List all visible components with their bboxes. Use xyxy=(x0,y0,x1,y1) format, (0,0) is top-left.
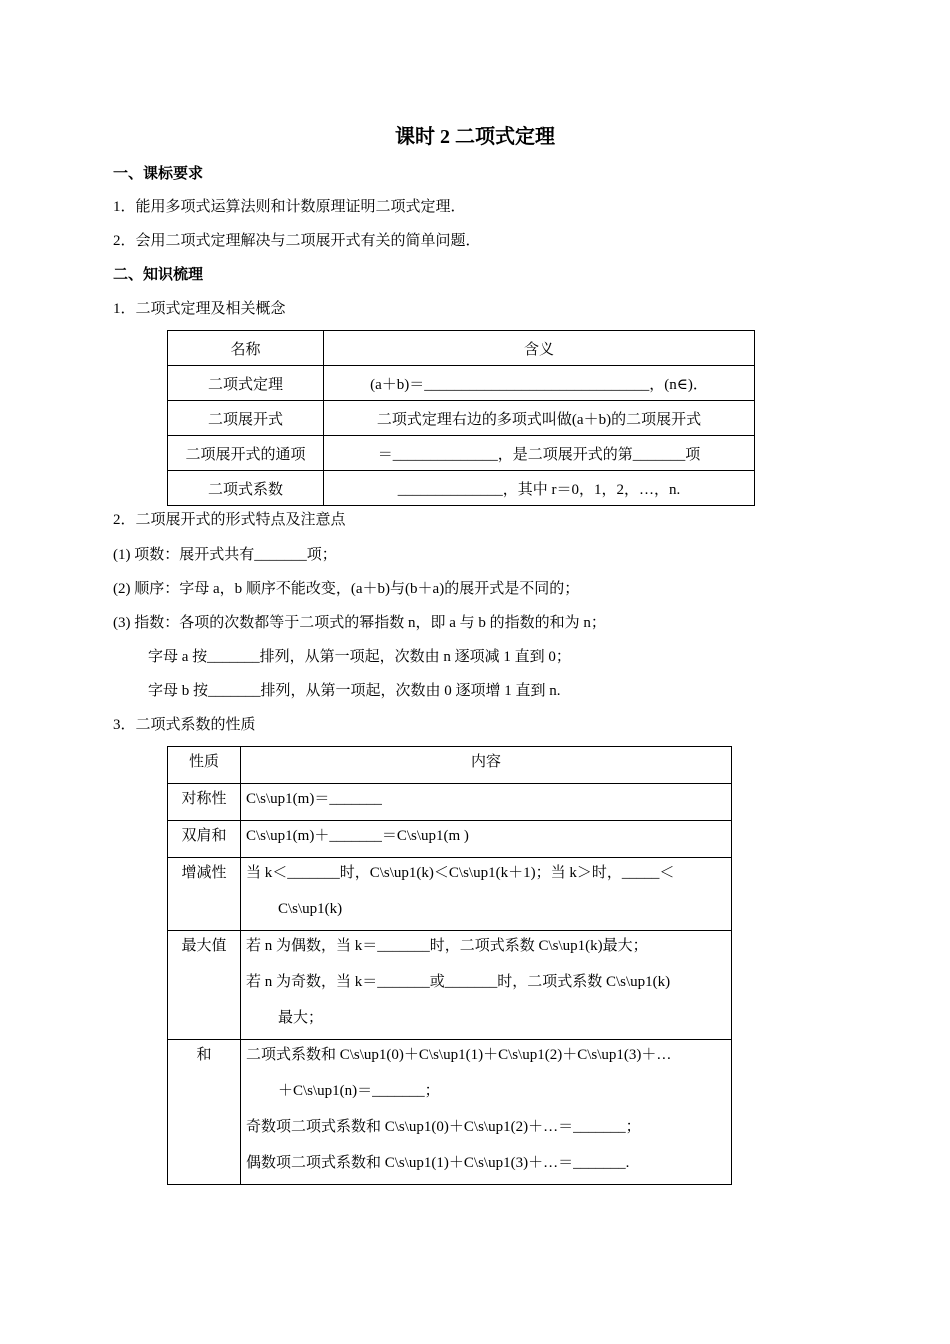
point-exponent-a: 字母 a 按_______排列，从第一项起，次数由 n 逐项减 1 直到 0； xyxy=(148,649,571,665)
property-content: 当 k＜_______时，C\s\up1(k)＜C\s\up1(k＋1)；当 k＞时，_____＜ C\s\up1(k) xyxy=(241,858,732,931)
header-name: 名称 xyxy=(168,331,324,366)
subsection-title-2: 2．二项展开式的形式特点及注意点 xyxy=(113,512,346,528)
property-name: 和 xyxy=(168,1040,241,1185)
header-meaning: 含义 xyxy=(324,331,755,366)
property-content: C\s\up1(m)＋_______＝C\s\up1(m ) xyxy=(241,821,732,858)
section-heading-requirements: 一、课标要求 xyxy=(113,166,204,182)
row-content: 二项式定理右边的多项式叫做(a＋b)的二项展开式 xyxy=(324,401,755,436)
table-row xyxy=(168,366,755,401)
table-header-row xyxy=(168,331,755,366)
row-content: (a＋b)＝______________________________，(n∈)． xyxy=(324,366,755,401)
property-name: 双肩和 xyxy=(168,821,241,858)
requirement-item-1: 1．能用多项式运算法则和计数原理证明二项式定理． xyxy=(113,199,466,215)
row-content: ______________，其中 r＝0，1，2，…，n. xyxy=(324,471,755,506)
point-order: (2) 顺序：字母 a，b 顺序不能改变，(a＋b)与(b＋a)的展开式是不同的； xyxy=(113,581,580,597)
header-content: 内容 xyxy=(241,747,732,784)
property-name: 对称性 xyxy=(168,784,241,821)
subsection-title-3: 3．二项式系数的性质 xyxy=(113,717,256,733)
point-exponent-b: 字母 b 按_______排列，从第一项起，次数由 0 逐项增 1 直到 n. xyxy=(148,683,561,699)
row-name: 二项式系数 xyxy=(168,471,324,506)
table-row xyxy=(168,401,755,436)
table-row xyxy=(168,858,732,931)
property-name: 增减性 xyxy=(168,858,241,931)
property-content: 二项式系数和 C\s\up1(0)＋C\s\up1(1)＋C\s\up1(2)＋C\s\up1(3)＋… ＋C\s\up1(n)＝_______； 奇数项二项式系数和 C\s\up1(0)＋C\s\up1(2)＋…＝_______； 偶数项二项式系数和 C\s\up1(1)＋C\s\up1(3)＋…＝_______. xyxy=(241,1040,732,1185)
subsection-title-1: 1．二项式定理及相关概念 xyxy=(113,301,286,317)
row-content: ＝______________，是二项展开式的第_______项 xyxy=(324,436,755,471)
header-property: 性质 xyxy=(168,747,241,784)
property-name: 最大值 xyxy=(168,931,241,1040)
property-content: 若 n 为偶数，当 k＝_______时，二项式系数 C\s\up1(k)最大； 若 n 为奇数，当 k＝_______或_______时，二项式系数 C\s\up1(k) 最大； xyxy=(241,931,732,1040)
requirement-item-2: 2．会用二项式定理解决与二项展开式有关的简单问题． xyxy=(113,233,481,249)
binomial-properties-table xyxy=(167,746,732,1185)
page-title: 课时 2 二项式定理 xyxy=(395,126,555,148)
section-heading-knowledge: 二、知识梳理 xyxy=(113,267,204,283)
table-row xyxy=(168,471,755,506)
point-count: (1) 项数：展开式共有_______项； xyxy=(113,547,337,563)
table-row xyxy=(168,931,732,1040)
row-name: 二项展开式的通项 xyxy=(168,436,324,471)
point-exponent: (3) 指数：各项的次数都等于二项式的幂指数 n，即 a 与 b 的指数的和为 n； xyxy=(113,615,606,631)
table-row xyxy=(168,821,732,858)
table-row xyxy=(168,436,755,471)
table-row xyxy=(168,1040,732,1185)
table-row xyxy=(168,784,732,821)
row-name: 二项式定理 xyxy=(168,366,324,401)
property-content: C\s\up1(m)＝_______ xyxy=(241,784,732,821)
binomial-concepts-table xyxy=(167,330,755,506)
row-name: 二项展开式 xyxy=(168,401,324,436)
table-header-row xyxy=(168,747,732,784)
